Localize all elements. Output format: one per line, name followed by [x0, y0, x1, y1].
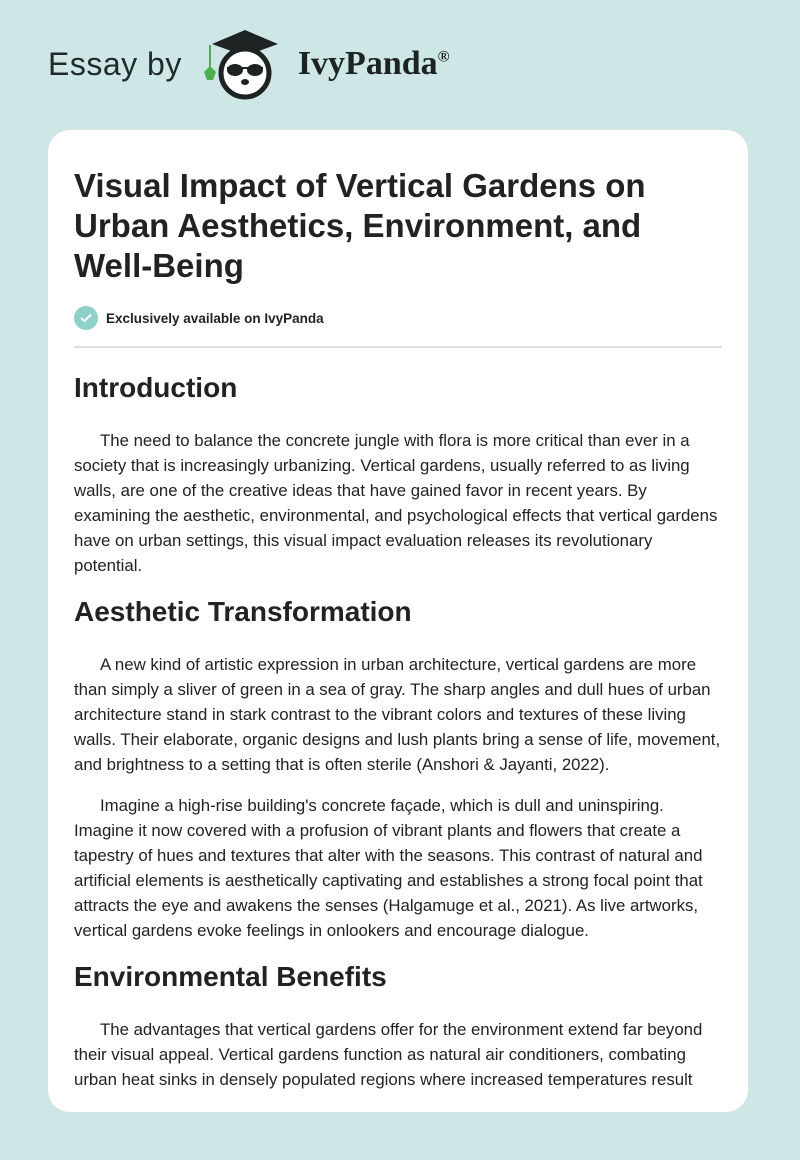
paragraph: The need to balance the concrete jungle with flora is more critical than ever in a society that is increasingly urbanizing. Vertical gardens, usually referred to as living walls, are one of the creative ideas that have gained favor in recent years. By examining the aesthetic, environmental, and psychological effects that vertical gardens have on urban settings, this visual impact evaluation releases its revolutionary potential. [74, 431, 718, 575]
paragraph: A new kind of artistic expression in urban architecture, vertical gardens are more than simply a sliver of green in a sea of gray. The sharp angles and dull hues of urban architecture stand in stark contrast to the vibrant colors and textures of these living walls. Their elaborate, organic designs and lush plants bring a sense of life, movement, and brightness to a setting that is often sterile (Anshori & Jayanti, 2022). [74, 655, 721, 774]
paragraph: The advantages that vertical gardens offer for the environment extend far beyond their visual appeal. Vertical gardens function as natural air conditioners, combating urban heat sinks in densely populated regions where increased temperatures result [74, 1020, 703, 1089]
section-heading-introduction: Introduction [74, 372, 238, 403]
section-heading-aesthetic: Aesthetic Transformation [74, 596, 412, 627]
exclusive-badge [74, 306, 722, 348]
check-icon [74, 306, 98, 330]
section-heading-environmental: Environmental Benefits [74, 961, 387, 992]
essay-card [48, 130, 748, 1112]
essay-by-label: Essay by [48, 45, 182, 82]
exclusive-label: Exclusively available on IvyPanda [106, 310, 324, 326]
paragraph: Imagine a high-rise building's concrete façade, which is dull and uninspiring. Imagine it now covered with a profusion of vibrant plants and flowers that create a tapestry of hues and textures that alter with the seasons. This contrast of natural and artificial elements is aesthetically captivating and establishes a strong focal point that attracts the eye and awakens the senses (Halgamuge et al., 2021). As live artworks, vertical gardens evoke feelings in onlookers and encourage dialogue. [74, 796, 703, 940]
page-title: Visual Impact of Vertical Gardens on Urban Aesthetics, Environment, and Well-Being [74, 167, 646, 284]
site-header [48, 28, 450, 100]
ivypanda-logo-icon [200, 28, 290, 100]
brand-name: IvyPanda® [297, 45, 450, 82]
